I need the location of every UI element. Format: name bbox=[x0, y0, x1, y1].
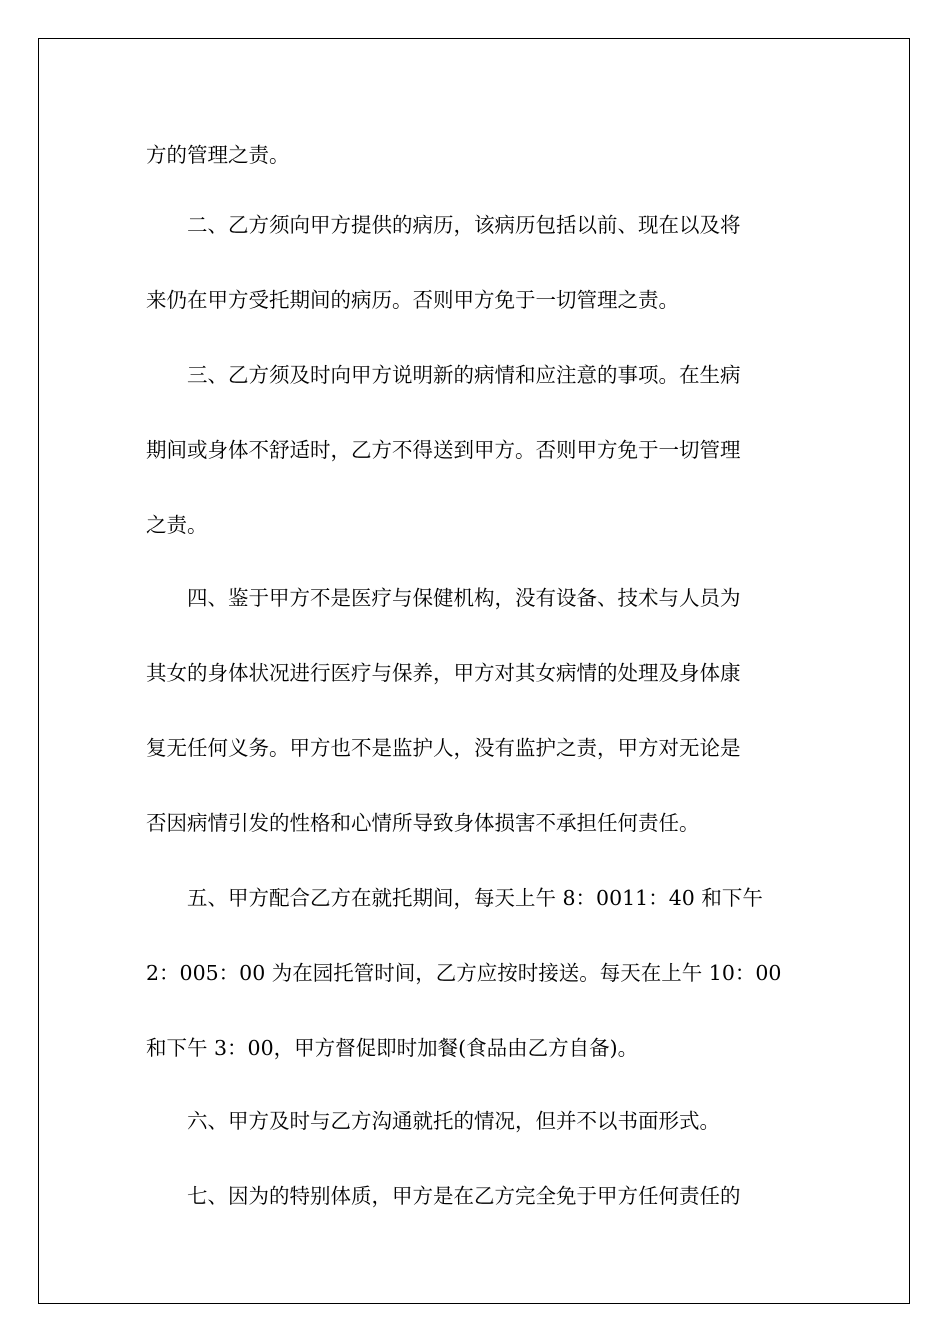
text-line: 三、乙方须及时向甲方说明新的病情和应注意的事项。在生病 bbox=[146, 363, 741, 387]
text-line: 来仍在甲方受托期间的病历。否则甲方免于一切管理之责。 bbox=[146, 288, 679, 312]
text-line: 六、甲方及时与乙方沟通就托的情况，但并不以书面形式。 bbox=[146, 1109, 720, 1133]
text-line: 五、甲方配合乙方在就托期间，每天上午 8：0011：40 和下午 bbox=[146, 886, 763, 910]
text-line: 期间或身体不舒适时，乙方不得送到甲方。否则甲方免于一切管理 bbox=[146, 438, 741, 462]
text-line: 方的管理之责。 bbox=[146, 143, 290, 167]
text-line: 四、鉴于甲方不是医疗与保健机构，没有设备、技术与人员为 bbox=[146, 586, 741, 610]
text-line: 和下午 3：00，甲方督促即时加餐(食品由乙方自备)。 bbox=[146, 1036, 639, 1060]
text-line: 否因病情引发的性格和心情所导致身体损害不承担任何责任。 bbox=[146, 811, 700, 835]
text-line: 二、乙方须向甲方提供的病历，该病历包括以前、现在以及将 bbox=[146, 213, 741, 237]
text-line: 之责。 bbox=[146, 513, 208, 537]
text-line: 2：005：00 为在园托管时间，乙方应按时接送。每天在上午 10：00 bbox=[146, 961, 782, 985]
text-line: 复无任何义务。甲方也不是监护人，没有监护之责，甲方对无论是 bbox=[146, 736, 741, 760]
text-line: 七、因为的特别体质，甲方是在乙方完全免于甲方任何责任的 bbox=[146, 1184, 741, 1208]
text-line: 其女的身体状况进行医疗与保养，甲方对其女病情的处理及身体康 bbox=[146, 661, 741, 685]
